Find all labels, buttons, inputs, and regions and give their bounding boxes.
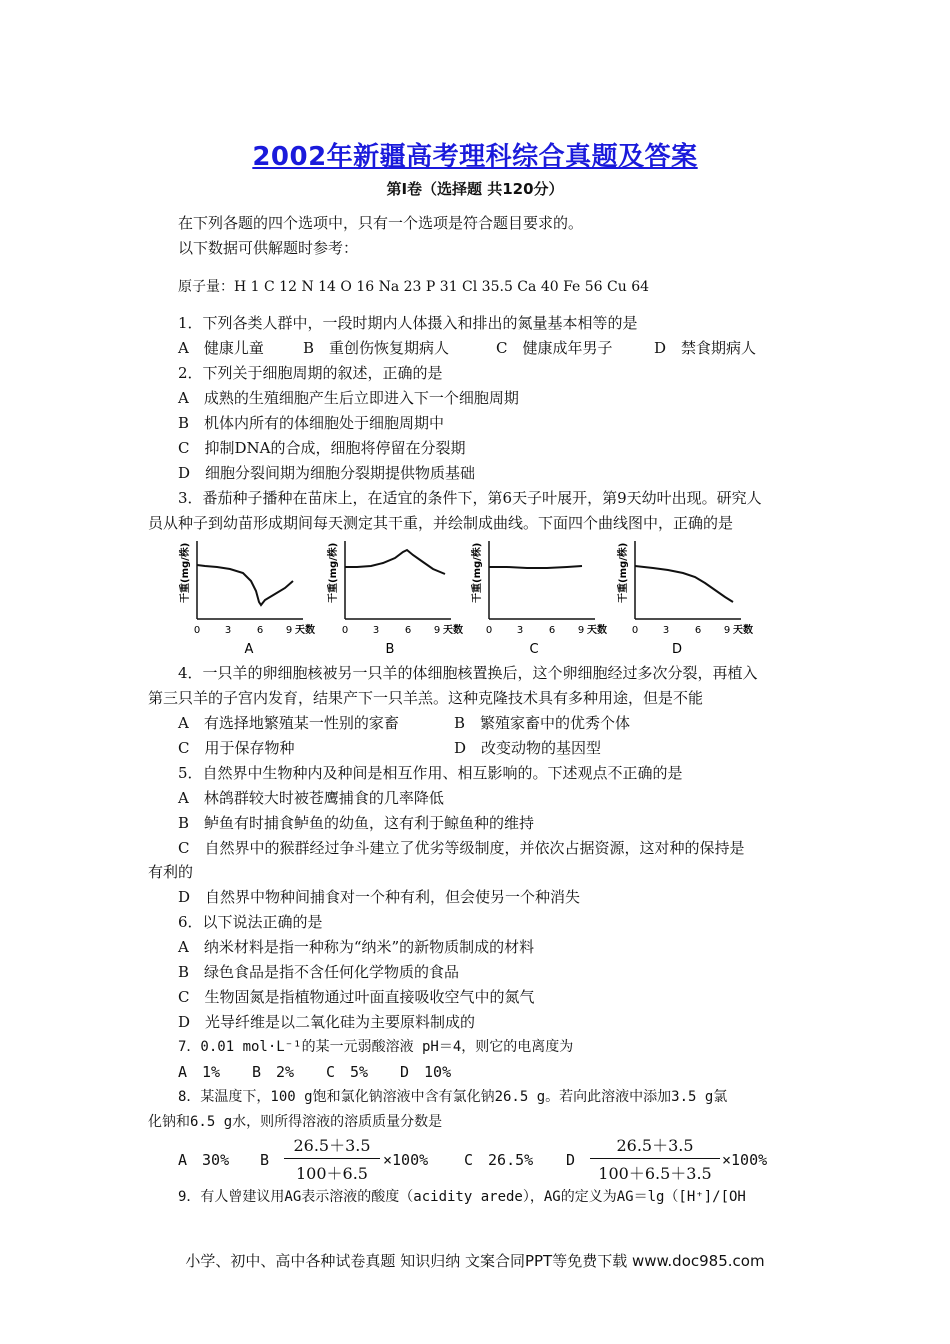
q8-option-d-percent: ×100% [722, 1151, 768, 1169]
q7-option-d: D 10% [400, 1063, 452, 1081]
graph-d [616, 541, 753, 657]
q4-option-a: A 有选择地繁殖某一性别的家畜 [178, 714, 399, 732]
graph-b [326, 541, 463, 657]
graph-b-xunit: 天数 [443, 625, 463, 636]
q1-option-b: B 重创伤恢复期病人 [303, 339, 450, 357]
graph-d-xunit: 天数 [733, 625, 753, 636]
q2-stem: 2．下列关于细胞周期的叙述，正确的是 [178, 364, 443, 382]
q6-option-c: C 生物固氮是指植物通过叶面直接吸收空气中的氮气 [178, 988, 535, 1006]
q6-stem: 6．以下说法正确的是 [178, 913, 323, 931]
q8-option-d-numerator: 26.5＋3.5 [590, 1133, 720, 1159]
q2-option-c: C 抑制DNA的合成，细胞将停留在分裂期 [178, 439, 466, 457]
q8-option-b-label: B [260, 1151, 270, 1169]
q6-option-d: D 光导纤维是以二氧化硅为主要原料制成的 [178, 1013, 476, 1031]
graph-a-label: A [244, 642, 254, 657]
graph-c-tick-6: 6 [548, 625, 556, 636]
graph-d-tick-0: 0 [631, 625, 639, 636]
q3-graphs [175, 533, 775, 658]
q6-option-b: B 绿色食品是指不含任何化学物质的食品 [178, 963, 460, 981]
q8-option-b-denominator: 100＋6.5 [296, 1164, 368, 1183]
page-title[interactable]: 2002年新疆高考理科综合真题及答案 [252, 142, 698, 172]
graph-c [470, 541, 607, 657]
graph-d-tick-9: 9 [723, 625, 731, 636]
graph-a [178, 541, 315, 657]
graph-b-label: B [385, 642, 395, 657]
q1-stem: 1．下列各类人群中，一段时期内人体摄入和排出的氮量基本相等的是 [178, 314, 638, 332]
graph-a-tick-6: 6 [256, 625, 264, 636]
q1-option-a: A 健康儿童 [178, 339, 264, 357]
graph-c-tick-9: 9 [577, 625, 585, 636]
q5-stem: 5．自然界中生物种内及种间是相互作用、相互影响的。下述观点不正确的是 [178, 764, 683, 782]
graph-c-label: C [529, 642, 539, 657]
q8-option-c: C 26.5% [464, 1151, 534, 1169]
section-subtitle: 第Ⅰ卷（选择题 共120分） [386, 180, 564, 198]
q8-option-a: A 30% [178, 1151, 230, 1169]
graph-a-tick-3: 3 [224, 625, 232, 636]
q8-stem-2: 化钠和6.5 g水，则所得溶液的溶质质量分数是 [148, 1114, 443, 1130]
graph-c-ylabel: 干重(mg/株) [472, 542, 483, 603]
atomic-mass: 原子量：H 1 C 12 N 14 O 16 Na 23 P 31 Cl 35.5 Ca 40 Fe 56 Cu 64 [178, 279, 650, 295]
q6-option-a: A 纳米材料是指一种称为“纳米”的新物质制成的材料 [178, 938, 535, 956]
q2-option-b: B 机体内所有的体细胞处于细胞周期中 [178, 414, 445, 432]
q8-option-b-fraction [284, 1133, 380, 1184]
q8-option-b-percent: ×100% [383, 1151, 429, 1169]
q5-option-c-cont: 有利的 [148, 863, 194, 881]
graph-a-ylabel: 干重(mg/株) [180, 542, 191, 603]
graph-d-ylabel: 干重(mg/株) [618, 542, 629, 603]
graph-d-label: D [671, 642, 683, 657]
q2-option-a: A 成熟的生殖细胞产生后立即进入下一个细胞周期 [178, 389, 519, 407]
graph-b-tick-6: 6 [404, 625, 412, 636]
q4-stem-1: 4．一只羊的卵细胞核被另一只羊的体细胞核置换后，这个卵细胞经过多次分裂，再植入 [178, 664, 758, 682]
q3-stem-2: 员从种子到幼苗形成期间每天测定其干重，并绘制成曲线。下面四个曲线图中，正确的是 [148, 514, 734, 532]
graph-c-tick-3: 3 [516, 625, 524, 636]
q7-option-b: B 2% [252, 1063, 295, 1081]
q3-stem-1: 3．番茄种子播种在苗床上，在适宜的条件下，第6天子叶展开，第9天幼叶出现。研究人 [178, 489, 762, 507]
q4-stem-2: 第三只羊的子宫内发育，结果产下一只羊羔。这种克隆技术具有多种用途，但是不能 [148, 689, 704, 707]
q4-option-d: D 改变动物的基因型 [454, 739, 602, 757]
q7-option-a: A 1% [178, 1063, 221, 1081]
q5-option-b: B 鲈鱼有时捕食鲈鱼的幼鱼，这有利于鲸鱼种的维持 [178, 814, 535, 832]
q8-option-d-fraction [590, 1133, 720, 1184]
intro-line-1: 在下列各题的四个选项中，只有一个选项是符合题目要求的。 [178, 214, 584, 232]
graph-b-tick-0: 0 [341, 625, 349, 636]
q5-option-c: C 自然界中的猴群经过争斗建立了优劣等级制度，并依次占据资源，这对种的保持是 [178, 839, 745, 857]
q5-option-d: D 自然界中物种间捕食对一个种有利，但会使另一个种消失 [178, 888, 581, 906]
q4-option-c: C 用于保存物种 [178, 739, 295, 757]
q7-option-c: C 5% [326, 1063, 369, 1081]
graph-c-xunit: 天数 [587, 625, 607, 636]
graph-d-tick-3: 3 [662, 625, 670, 636]
q4-option-b: B 繁殖家畜中的优秀个体 [454, 714, 631, 732]
page-footer[interactable]: 小学、初中、高中各种试卷真题 知识归纳 文案合同PPT等免费下载 www.doc985.com [185, 1252, 765, 1270]
q1-option-c: C 健康成年男子 [496, 339, 613, 357]
q8-stem-1: 8．某温度下，100 g饱和氯化钠溶液中含有氯化钠26.5 g。若向此溶液中添加3.5 g氯 [178, 1089, 728, 1105]
graph-c-tick-0: 0 [485, 625, 493, 636]
graph-b-tick-3: 3 [372, 625, 380, 636]
q2-option-d: D 细胞分裂间期为细胞分裂期提供物质基础 [178, 464, 476, 482]
q5-option-a: A 林鸽群较大时被苍鹰捕食的几率降低 [178, 789, 444, 807]
graph-b-ylabel: 干重(mg/株) [328, 542, 339, 603]
q9-stem: 9．有人曾建议用AG表示溶液的酸度（acidity arede），AG的定义为AG＝lg（[H⁺]/[OH [178, 1189, 746, 1205]
q7-stem: 7．0.01 mol·L⁻¹的某一元弱酸溶液 pH＝4，则它的电离度为 [178, 1039, 574, 1055]
q8-option-d-denominator: 100＋6.5＋3.5 [598, 1164, 712, 1183]
graph-b-tick-9: 9 [433, 625, 441, 636]
graph-a-tick-9: 9 [285, 625, 293, 636]
q1-option-d: D 禁食期病人 [654, 339, 757, 357]
intro-line-2: 以下数据可供解题时参考： [178, 239, 359, 257]
graph-a-xunit: 天数 [295, 625, 315, 636]
graph-a-tick-0: 0 [193, 625, 201, 636]
graph-d-tick-6: 6 [694, 625, 702, 636]
q8-option-d-label: D [566, 1151, 576, 1169]
q8-option-b-numerator: 26.5＋3.5 [284, 1133, 380, 1159]
